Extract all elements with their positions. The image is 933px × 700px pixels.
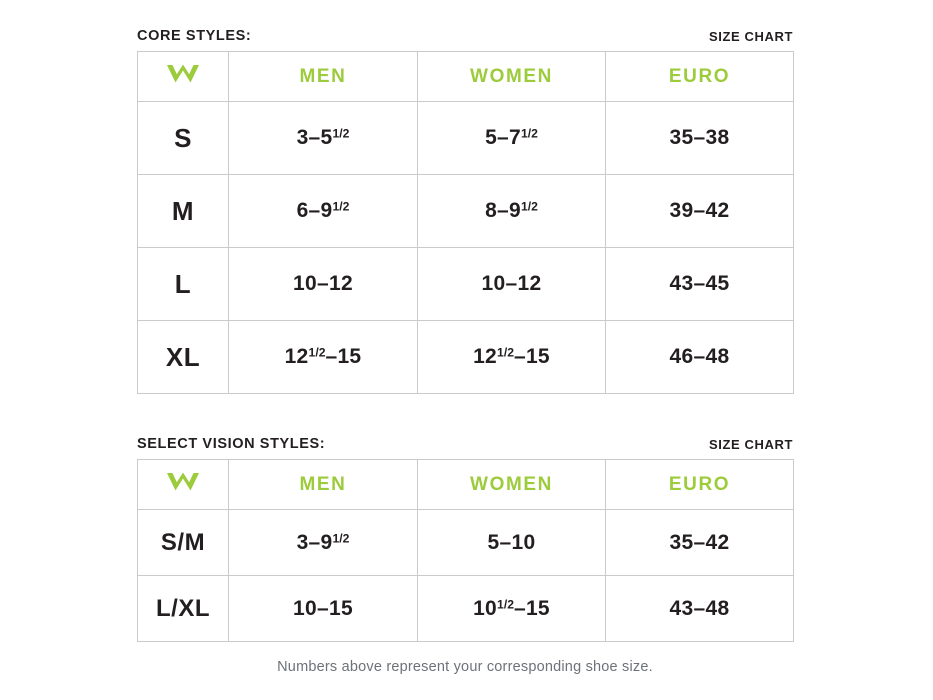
core-styles-section [137,28,793,394]
cell-women: $10^{1/2}-15$ [473,596,550,620]
table-row [138,576,794,642]
brand-logo-cell [138,52,229,102]
cell-men: $3-9^{1/2}$ [296,530,350,554]
chevron-w-logo-icon [166,64,200,84]
row-size-label: S [174,122,192,153]
select-vision-styles-section [137,436,793,642]
cell-euro: 35–42 [669,530,730,554]
table-row [138,321,794,394]
cell-women: $5-7^{1/2}$ [485,126,538,149]
footnote-text: Numbers above represent your corresponding shoe size. [277,659,653,675]
column-header-men: MEN [229,460,418,510]
table-row [138,510,794,576]
cell-women: 5–10 [487,530,536,554]
row-size-label: L [174,268,192,299]
table-row [138,102,794,175]
select-vision-size-chart-tag: SIZE CHART [709,437,793,452]
select-vision-styles-header [137,436,793,452]
column-header-euro: EURO [606,460,794,510]
column-header-women: WOMEN [418,52,606,102]
table-row [138,175,794,248]
cell-women: 10–12 [481,272,542,295]
column-header-euro: EURO [606,52,794,102]
core-styles-size-chart-tag: SIZE CHART [709,29,793,44]
brand-logo-cell [138,460,229,510]
column-header-men: MEN [229,52,418,102]
cell-men: 10–12 [293,272,353,295]
row-size-label: L/XL [156,594,210,622]
cell-men: $3-5^{1/2}$ [296,126,350,149]
row-size-label: M [171,195,195,226]
column-header-women: WOMEN [418,460,606,510]
core-styles-title: CORE STYLES: [137,28,252,44]
cell-men: $12^{1/2}-15$ [284,345,362,368]
table-row [138,248,794,321]
table-header-row [138,52,794,102]
cell-euro: 35–38 [669,126,730,149]
table-header-row [138,460,794,510]
select-vision-styles-table [137,459,794,642]
cell-euro: 43–48 [669,596,730,620]
row-size-label: XL [165,341,201,372]
cell-euro: 39–42 [669,199,730,222]
cell-women: $12^{1/2}-15$ [473,345,550,368]
cell-men: 10–15 [293,596,353,620]
select-vision-styles-title: SELECT VISION STYLES: [137,436,326,452]
cell-women: $8-9^{1/2}$ [485,199,538,222]
cell-euro: 46–48 [669,345,730,368]
cell-euro: 43–45 [669,272,730,295]
cell-men: $6-9^{1/2}$ [296,199,350,222]
chevron-w-logo-icon [166,472,200,492]
core-styles-header [137,28,793,44]
row-size-label: S/M [160,528,206,556]
core-styles-table [137,51,794,394]
